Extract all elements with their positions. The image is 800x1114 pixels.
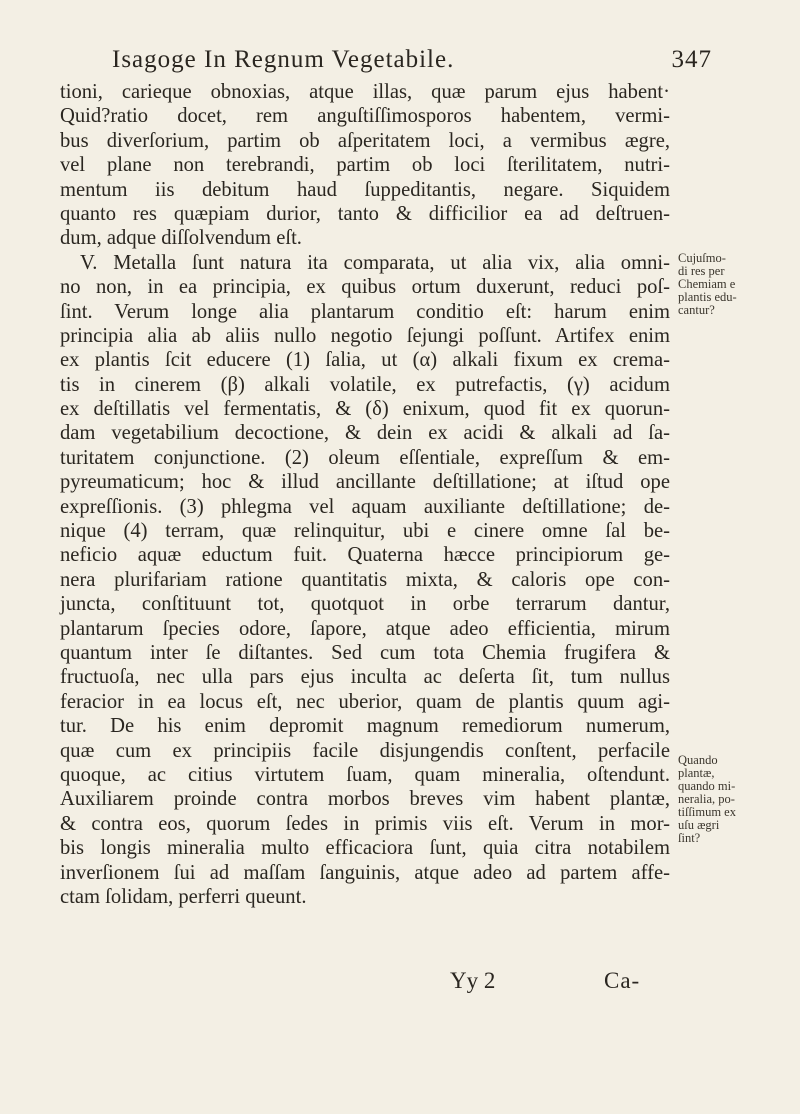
text-line: inverſionem ſui ad maſſam ſanguinis, atque adeo ad partem affe- [60, 861, 670, 884]
signature-mark: Yy 2 [450, 968, 496, 993]
text-line: tioni, carieque obnoxias, atque illas, quæ parum ejus habent· [60, 81, 670, 103]
text-line: vel plane non terebrandi, partim ob loci ſterilitatem, nutri- [60, 154, 670, 177]
text-line: tur. De his enim depromit magnum remediorum numerum, [60, 715, 670, 738]
text-line: quantum inter ſe diſtantes. Sed cum tota Chemia frugifera & [60, 641, 670, 664]
text-line: plantarum ſpecies odore, ſapore, atque adeo efficientia, mirum [60, 617, 670, 640]
text-line: fructuoſa, nec ulla pars ejus inculta ac deſerta ſit, tum nullus [60, 666, 670, 689]
text-line: bis longis mineralia multo efficaciora ſunt, quia citra notabilem [60, 837, 670, 860]
text-line: no non, in ea principia, ex quibus ortum duxerunt, reduci poſ- [60, 276, 670, 299]
text-line: Auxiliarem proinde contra morbos breves vim habent plantæ, [60, 788, 670, 811]
text-line: principia alia ab aliis nullo negotio ſejungi poſſunt. Artifex enim [60, 324, 670, 347]
text-line: bus diverſorium, partim ob aſperitatem loci, a vermibus ægre, [60, 129, 670, 152]
text-line: ſint. Verum longe alia plantarum conditio eſt: harum enim [60, 300, 670, 323]
margin-note-line: Quando [678, 753, 718, 767]
text-line: feracior in ea locus eſt, nec uberior, quam de plantis quum agi- [60, 690, 670, 713]
margin-note-line: neralia, po- [678, 792, 735, 806]
text-line: quæ cum ex principiis facile disjungendis conſtent, perfacile [60, 739, 670, 762]
margin-note-line: cantur? [678, 303, 715, 317]
text-line: turitatem conjunctione. (2) oleum eſſentiale, expreſſum & em- [60, 446, 670, 469]
text-line: ex deſtillatis vel fermentatis, & (δ) enixum, quod fit ex quorun- [60, 398, 670, 421]
text-line: & contra eos, quorum ſedes in primis viis eſt. Verum in mor- [60, 812, 670, 835]
margin-note-line: Cujuſmo- [678, 251, 726, 265]
margin-note-line: plantis edu- [678, 290, 737, 304]
margin-note-line: ſint? [678, 831, 701, 845]
text-line: dum, adque diſſolvendum eſt. [60, 227, 302, 250]
page-number: 347 [671, 46, 712, 73]
margin-note-line: Chemiam e [678, 277, 736, 291]
margin-note-line: uſu ægri [678, 818, 720, 832]
text-line: ex plantis ſcit educere (1) ſalia, ut (α) alkali fixum ex crema- [60, 349, 670, 372]
text-line: quanto res quæpiam durior, tanto & difficilior ea ad deſtruen- [60, 202, 670, 225]
margin-note-line: quando mi- [678, 779, 736, 793]
margin-note-line: di res per [678, 264, 725, 278]
margin-note-1 [678, 252, 788, 317]
text-line: pyreumaticum; hoc & illud ancillante deſtillatione; at iſtud ope [60, 471, 670, 494]
text-line: mentum iis debitum haud ſuppeditantis, negare. Siquidem [60, 178, 670, 201]
text-line: expreſſionis. (3) phlegma vel aquam auxiliante deſtillatione; de- [60, 495, 670, 518]
text-line: dam vegetabilium decoctione, & dein ex acidi & alkali ad ſa- [60, 422, 670, 445]
text-line: Quid?ratio docet, rem anguſtiſſimosporos habentem, vermi- [60, 105, 670, 128]
text-line: nera plurifariam ratione quantitatis mixta, & caloris ope con- [60, 568, 670, 591]
running-header [112, 46, 712, 74]
text-line: neficio aquæ eductum fuit. Quaterna hæcce principiorum ge- [60, 544, 670, 567]
text-line: nique (4) terram, quæ relinquitur, ubi e cinere omne ſal be- [60, 520, 670, 543]
text-line: V. Metalla ſunt natura ita comparata, ut alia vix, alia omni- [80, 251, 670, 274]
text-line: ctam ſolidam, perferri queunt. [60, 885, 307, 908]
running-title: Isagoge In Regnum Vegetabile. [112, 46, 455, 73]
main-text-block [60, 80, 670, 909]
margin-note-line: plantæ, [678, 766, 715, 780]
text-line: tis in cinerem (β) alkali volatile, ex putrefactis, (γ) acidum [60, 373, 670, 396]
text-line: quoque, ac citius virtutem ſuam, quam mineralia, oſtendunt. [60, 763, 670, 786]
margin-note-2 [678, 754, 788, 845]
catchword: Ca- [604, 968, 641, 993]
margin-note-line: tiſſimum ex [678, 805, 736, 819]
text-line: juncta, conſtituunt tot, quotquot in orbe terrarum dantur, [60, 593, 670, 616]
